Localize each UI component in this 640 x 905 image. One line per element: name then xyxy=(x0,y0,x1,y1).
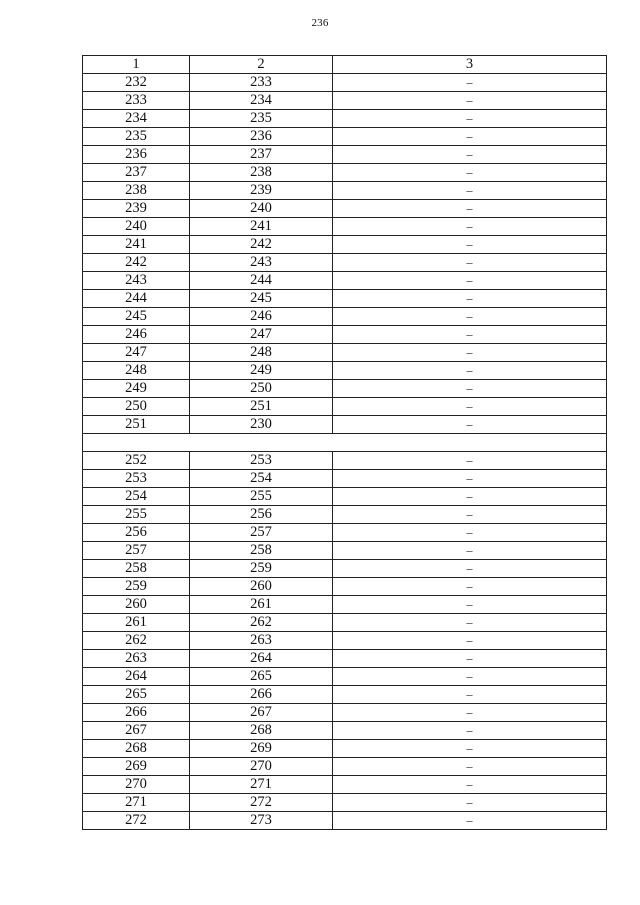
table-cell-col-2: 230 xyxy=(190,416,333,434)
table-cell-col-3: – xyxy=(333,380,607,398)
table-cell-col-1: 257 xyxy=(83,542,190,560)
column-header-2: 2 xyxy=(190,56,333,74)
table-section-1 xyxy=(83,74,607,434)
table-cell-col-1: 253 xyxy=(83,470,190,488)
table-row xyxy=(83,344,607,362)
table-row xyxy=(83,704,607,722)
table-cell-col-1: 252 xyxy=(83,452,190,470)
table-row xyxy=(83,218,607,236)
table-row xyxy=(83,200,607,218)
table-cell-col-1: 233 xyxy=(83,92,190,110)
table-cell-col-1: 235 xyxy=(83,128,190,146)
table-cell-col-2: 256 xyxy=(190,506,333,524)
table-row xyxy=(83,272,607,290)
table-cell-col-2: 242 xyxy=(190,236,333,254)
table-cell-col-2: 261 xyxy=(190,596,333,614)
table-cell-col-3: – xyxy=(333,218,607,236)
table-row xyxy=(83,380,607,398)
table-row xyxy=(83,668,607,686)
table-row xyxy=(83,740,607,758)
table-gap-row xyxy=(83,434,607,452)
table-cell-col-1: 261 xyxy=(83,614,190,632)
table-row xyxy=(83,290,607,308)
table-cell-col-1: 238 xyxy=(83,182,190,200)
table-row xyxy=(83,776,607,794)
table-cell-col-1: 256 xyxy=(83,524,190,542)
table-cell-col-3: – xyxy=(333,794,607,812)
table-cell-col-2: 262 xyxy=(190,614,333,632)
table-cell-col-2: 257 xyxy=(190,524,333,542)
table-cell-col-3: – xyxy=(333,398,607,416)
table-row xyxy=(83,326,607,344)
table-cell-col-2: 248 xyxy=(190,344,333,362)
table-row xyxy=(83,470,607,488)
table-row xyxy=(83,722,607,740)
table-cell-col-2: 263 xyxy=(190,632,333,650)
table-row xyxy=(83,452,607,470)
table-row xyxy=(83,182,607,200)
table-cell-col-1: 262 xyxy=(83,632,190,650)
table-header-row xyxy=(83,56,607,74)
table-cell-col-1: 246 xyxy=(83,326,190,344)
table-row xyxy=(83,596,607,614)
table-cell-col-3: – xyxy=(333,740,607,758)
table-cell-col-2: 273 xyxy=(190,812,333,830)
table-cell-col-2: 238 xyxy=(190,164,333,182)
table-row xyxy=(83,686,607,704)
table-cell-col-2: 270 xyxy=(190,758,333,776)
table-cell-col-1: 248 xyxy=(83,362,190,380)
table-cell-col-3: – xyxy=(333,128,607,146)
table-cell-col-2: 260 xyxy=(190,578,333,596)
table-row xyxy=(83,614,607,632)
table-cell-col-3: – xyxy=(333,272,607,290)
table-cell-col-2: 233 xyxy=(190,74,333,92)
table-cell-col-2: 255 xyxy=(190,488,333,506)
table-cell-col-2: 245 xyxy=(190,290,333,308)
table-cell-col-1: 260 xyxy=(83,596,190,614)
table-cell-col-2: 251 xyxy=(190,398,333,416)
table-row xyxy=(83,506,607,524)
table-cell-col-3: – xyxy=(333,488,607,506)
table-cell-col-1: 247 xyxy=(83,344,190,362)
table-cell-col-3: – xyxy=(333,110,607,128)
table-section-gap xyxy=(83,434,607,452)
table-cell-col-3: – xyxy=(333,164,607,182)
table-cell-col-3: – xyxy=(333,344,607,362)
table-cell-col-3: – xyxy=(333,146,607,164)
table-row xyxy=(83,488,607,506)
table-cell-col-2: 241 xyxy=(190,218,333,236)
table-cell-col-1: 241 xyxy=(83,236,190,254)
table-cell-col-3: – xyxy=(333,200,607,218)
table-cell-col-1: 270 xyxy=(83,776,190,794)
table-row xyxy=(83,74,607,92)
table-cell-col-3: – xyxy=(333,542,607,560)
table-row xyxy=(83,164,607,182)
table-cell-col-3: – xyxy=(333,596,607,614)
table-cell-col-1: 267 xyxy=(83,722,190,740)
table-cell-col-2: 240 xyxy=(190,200,333,218)
table-row xyxy=(83,650,607,668)
table-cell-col-1: 232 xyxy=(83,74,190,92)
table-row xyxy=(83,794,607,812)
table-cell-col-1: 269 xyxy=(83,758,190,776)
table-cell-col-1: 259 xyxy=(83,578,190,596)
table-cell-col-3: – xyxy=(333,560,607,578)
data-table xyxy=(82,55,607,830)
table-cell-col-1: 243 xyxy=(83,272,190,290)
table-cell-col-1: 264 xyxy=(83,668,190,686)
table-row xyxy=(83,308,607,326)
table-cell-col-3: – xyxy=(333,308,607,326)
table-cell-col-3: – xyxy=(333,578,607,596)
table-cell-col-3: – xyxy=(333,722,607,740)
table-cell-col-1: 255 xyxy=(83,506,190,524)
table-cell-col-3: – xyxy=(333,236,607,254)
table-gap-cell xyxy=(83,434,607,452)
table-cell-col-1: 249 xyxy=(83,380,190,398)
table-cell-col-3: – xyxy=(333,650,607,668)
table-row xyxy=(83,236,607,254)
table-cell-col-2: 264 xyxy=(190,650,333,668)
table-cell-col-2: 269 xyxy=(190,740,333,758)
table-cell-col-3: – xyxy=(333,182,607,200)
table-cell-col-3: – xyxy=(333,506,607,524)
table-cell-col-3: – xyxy=(333,776,607,794)
table-row xyxy=(83,254,607,272)
table-cell-col-3: – xyxy=(333,470,607,488)
column-header-3: 3 xyxy=(333,56,607,74)
table-cell-col-3: – xyxy=(333,254,607,272)
table-cell-col-2: 234 xyxy=(190,92,333,110)
table-cell-col-2: 272 xyxy=(190,794,333,812)
table-cell-col-1: 258 xyxy=(83,560,190,578)
table-row xyxy=(83,524,607,542)
table-section-2 xyxy=(83,452,607,830)
table-cell-col-2: 271 xyxy=(190,776,333,794)
table-row xyxy=(83,362,607,380)
table-header xyxy=(83,56,607,74)
table-cell-col-2: 250 xyxy=(190,380,333,398)
table-cell-col-3: – xyxy=(333,614,607,632)
table-cell-col-1: 272 xyxy=(83,812,190,830)
table-cell-col-2: 268 xyxy=(190,722,333,740)
table-cell-col-1: 250 xyxy=(83,398,190,416)
table-cell-col-1: 242 xyxy=(83,254,190,272)
table-cell-col-2: 239 xyxy=(190,182,333,200)
table-row xyxy=(83,758,607,776)
table-row xyxy=(83,578,607,596)
table-cell-col-2: 267 xyxy=(190,704,333,722)
table-cell-col-1: 251 xyxy=(83,416,190,434)
table-row xyxy=(83,542,607,560)
table-cell-col-1: 240 xyxy=(83,218,190,236)
table-cell-col-1: 271 xyxy=(83,794,190,812)
table-row xyxy=(83,398,607,416)
table-cell-col-1: 236 xyxy=(83,146,190,164)
table-cell-col-1: 234 xyxy=(83,110,190,128)
table-cell-col-2: 237 xyxy=(190,146,333,164)
table-cell-col-1: 239 xyxy=(83,200,190,218)
table-cell-col-1: 265 xyxy=(83,686,190,704)
table-cell-col-3: – xyxy=(333,326,607,344)
table-cell-col-2: 249 xyxy=(190,362,333,380)
table-cell-col-3: – xyxy=(333,758,607,776)
table-cell-col-1: 268 xyxy=(83,740,190,758)
table-row xyxy=(83,92,607,110)
table-cell-col-2: 258 xyxy=(190,542,333,560)
table-cell-col-2: 247 xyxy=(190,326,333,344)
table-row xyxy=(83,110,607,128)
table-cell-col-3: – xyxy=(333,524,607,542)
table-row xyxy=(83,560,607,578)
table-cell-col-1: 254 xyxy=(83,488,190,506)
table-cell-col-2: 243 xyxy=(190,254,333,272)
table-cell-col-3: – xyxy=(333,290,607,308)
table-cell-col-1: 266 xyxy=(83,704,190,722)
table-cell-col-2: 253 xyxy=(190,452,333,470)
table-row xyxy=(83,416,607,434)
table-cell-col-1: 263 xyxy=(83,650,190,668)
table-cell-col-2: 259 xyxy=(190,560,333,578)
table-cell-col-1: 237 xyxy=(83,164,190,182)
table-cell-col-2: 266 xyxy=(190,686,333,704)
table-cell-col-2: 244 xyxy=(190,272,333,290)
table-cell-col-3: – xyxy=(333,452,607,470)
table-cell-col-2: 235 xyxy=(190,110,333,128)
table-cell-col-3: – xyxy=(333,812,607,830)
table-cell-col-2: 254 xyxy=(190,470,333,488)
table-cell-col-3: – xyxy=(333,704,607,722)
table-cell-col-3: – xyxy=(333,416,607,434)
table-cell-col-2: 265 xyxy=(190,668,333,686)
table-row xyxy=(83,812,607,830)
table-cell-col-3: – xyxy=(333,686,607,704)
page-number: 236 xyxy=(311,17,329,29)
table-row xyxy=(83,128,607,146)
table-row xyxy=(83,632,607,650)
table-cell-col-3: – xyxy=(333,74,607,92)
table-cell-col-2: 246 xyxy=(190,308,333,326)
table-row xyxy=(83,146,607,164)
table-cell-col-3: – xyxy=(333,632,607,650)
table-cell-col-3: – xyxy=(333,362,607,380)
table-cell-col-3: – xyxy=(333,92,607,110)
table-cell-col-2: 236 xyxy=(190,128,333,146)
table-cell-col-1: 244 xyxy=(83,290,190,308)
table-cell-col-1: 245 xyxy=(83,308,190,326)
table-cell-col-3: – xyxy=(333,668,607,686)
column-header-1: 1 xyxy=(83,56,190,74)
